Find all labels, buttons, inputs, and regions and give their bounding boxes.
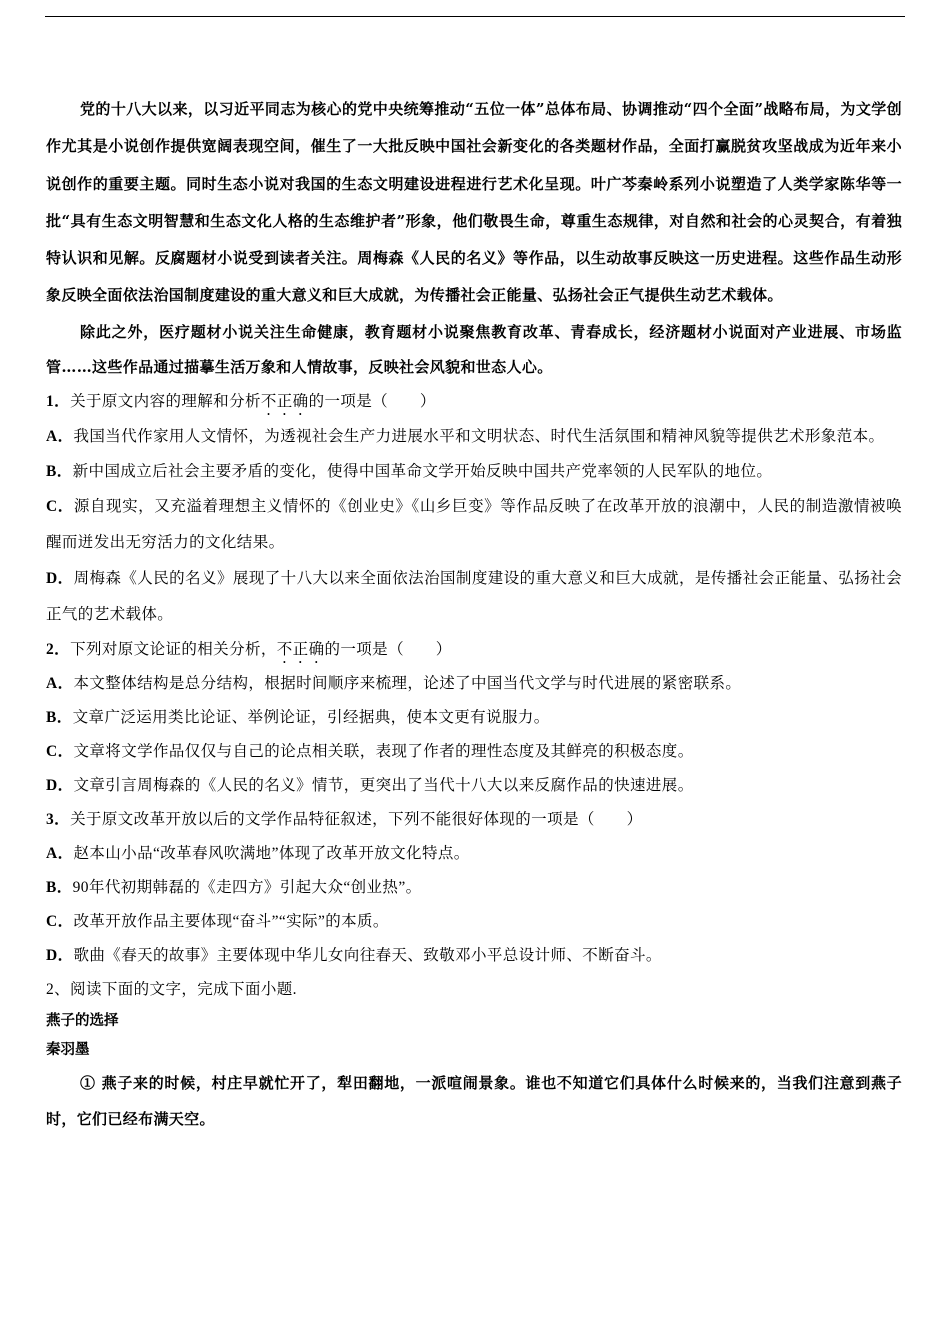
option-text: 我国当代作家用人文情怀，为透视社会生产力进展水平和文明状态、时代生活氛围和精神风貌等提供艺术形象范本。 — [73, 427, 885, 445]
option-text: 周梅森《人民的名义》展现了十八大以来全面依法治国制度建设的重大意义和巨大成就，是传播社会正能量、弘扬社会正气的艺术载体。 — [46, 569, 902, 623]
option-label: C． — [46, 912, 74, 930]
answer-option — [46, 489, 902, 561]
option-label: B． — [46, 462, 73, 480]
passage-paragraph: 党的十八大以来，以习近平同志为核心的党中央统筹推动“五位一体”总体布局、协调推动“四个全面”战略布局，为文学创作尤其是小说创作提供宽阔表现空间，催生了一大批反映中国社会新变化的各类题材作品，全面打赢脱贫攻坚战成为近年来小说创作的重要主题。同时生态小说对我国的生态文明建设进程进行艺术化呈现。叶广芩秦岭系列小说塑造了人类学家陈华等一批“具有生态文明智慧和生态文化人格的生态维护者”形象，他们敬畏生命，尊重生态规律，对自然和社会的心灵契合，有着独特认识和见解。反腐题材小说受到读者关注。周梅森《人民的名义》等作品，以生动故事反映这一历史进程。这些作品生动形象反映全面依法治国制度建设的重大意义和巨大成就，为传播社会正能量、弘扬社会正气提供生动艺术载体。 — [46, 100, 902, 305]
story-author: 秦羽墨 — [46, 1041, 90, 1058]
option-label: C． — [46, 742, 74, 760]
option-label: C． — [46, 497, 74, 515]
answer-option — [46, 837, 902, 871]
option-text: 文章广泛运用类比论证、举例论证，引经据典，使本文更有说服力。 — [72, 708, 550, 726]
option-label: B． — [46, 878, 73, 896]
answer-option — [46, 419, 902, 455]
question-number: 2． — [46, 640, 71, 658]
answer-option — [46, 769, 902, 803]
option-text: 源自现实，又充溢着理想主义情怀的《创业史》《山乡巨变》等作品反映了在改革开放的浪潮中，人民的制造激情被唤醒而迸发出无穷活力的文化结果。 — [46, 497, 902, 551]
story-paragraph: ① 燕子来的时候，村庄早就忙开了，犁田翻地，一派喧闹景象。谁也不知道它们具体什么时候来的，当我们注意到燕子时，它们已经布满天空。 — [46, 1073, 902, 1128]
option-text: 文章引言周梅森的《人民的名义》情节，更突出了当代十八大以来反腐作品的快速进展。 — [73, 776, 694, 794]
question-text: 关于原文改革开放以后的文学作品特征叙述，下列不能很好体现的一项是（ ） — [70, 810, 643, 828]
answer-option — [46, 735, 902, 769]
option-label: A． — [46, 427, 74, 445]
option-text: 赵本山小品“改革春风吹满地”体现了改革开放文化特点。 — [73, 844, 470, 862]
question-text: 的一项是（ ） — [308, 392, 436, 410]
option-text: 新中国成立后社会主要矛盾的变化，使得中国革命文学开始反映中国共产党率领的人民军队的地位。 — [72, 462, 773, 480]
question-stem — [46, 385, 902, 419]
answer-option — [46, 871, 902, 905]
answer-option — [46, 905, 902, 939]
emphasis-text: 不正确 — [260, 392, 309, 410]
option-label: B． — [46, 708, 73, 726]
option-text: 本文整体结构是总分结构，根据时间顺序来梳理，论述了中国当代文学与时代进展的紧密联系。 — [73, 674, 742, 692]
passage-paragraph: 除此之外，医疗题材小说关注生命健康，教育题材小说聚焦教育改革、青春成长，经济题材小说面对产业进展、市场监管……这些作品通过描摹生活万象和人情故事，反映社会风貌和世态人心。 — [46, 322, 902, 376]
question-text: 关于原文内容的理解和分析 — [70, 392, 261, 410]
option-label: A． — [46, 844, 74, 862]
answer-option — [46, 939, 902, 973]
question-text: 下列对原文论证的相关分析， — [70, 640, 277, 658]
option-label: A． — [46, 674, 74, 692]
option-label: D． — [46, 946, 74, 964]
question-stem — [46, 803, 902, 837]
story-title: 燕子的选择 — [46, 1012, 119, 1029]
answer-option — [46, 561, 902, 633]
option-text: 文章将文学作品仅仅与自己的论点相关联，表现了作者的理性态度及其鲜亮的积极态度。 — [73, 742, 694, 760]
option-text: 改革开放作品主要体现“奋斗”“实际”的本质。 — [73, 912, 389, 930]
answer-option — [46, 701, 902, 735]
section-intro: 2、阅读下面的文字，完成下面小题. — [46, 980, 297, 998]
answer-option — [46, 667, 902, 701]
question-number: 1． — [46, 392, 71, 410]
header-rule — [45, 16, 905, 17]
question-text: 的一项是（ ） — [324, 640, 452, 658]
answer-option — [46, 455, 902, 489]
option-text: 歌曲《春天的故事》主要体现中华儿女向往春天、致敬邓小平总设计师、不断奋斗。 — [73, 946, 662, 964]
question-number: 3． — [46, 810, 71, 828]
option-label: D． — [46, 569, 74, 587]
option-text: 90年代初期韩磊的《走四方》引起大众“创业热”。 — [72, 878, 422, 896]
option-label: D． — [46, 776, 74, 794]
emphasis-text: 不正确 — [276, 640, 325, 658]
document-body — [46, 91, 902, 1137]
question-stem — [46, 633, 902, 667]
